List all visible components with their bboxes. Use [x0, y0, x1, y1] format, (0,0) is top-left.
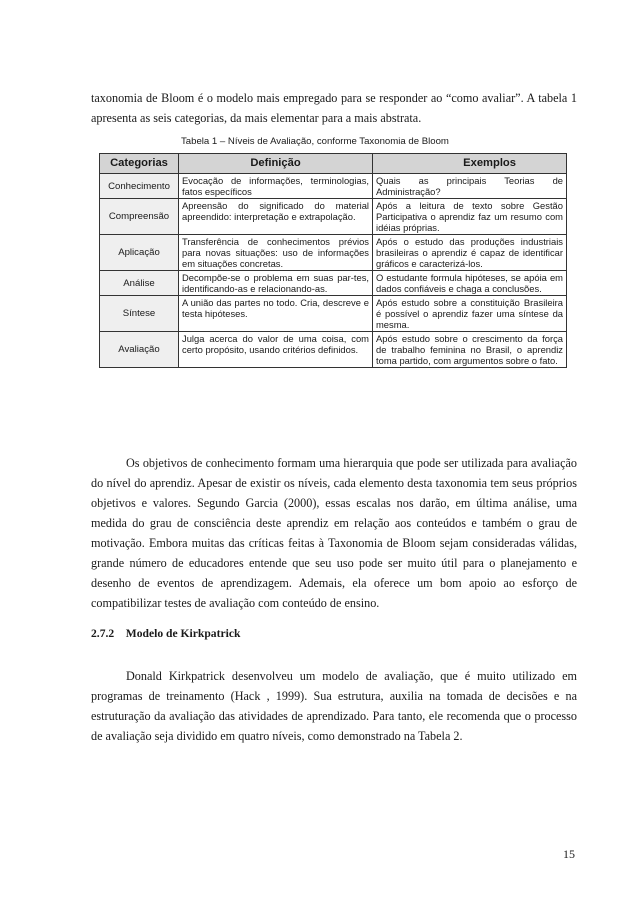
category-cell: Compreensão — [100, 199, 179, 235]
category-cell: Aplicação — [100, 235, 179, 271]
category-cell: Avaliação — [100, 332, 179, 368]
definition-cell: Transferência de conhecimentos prévios para novas situações: uso de informações em situações concretas. — [179, 235, 373, 271]
example-cell: Após a leitura de texto sobre Gestão Participativa o aprendiz faz um resumo com idéias próprias. — [373, 199, 567, 235]
table-header-row — [100, 154, 567, 174]
table-row — [100, 271, 567, 296]
section-number: 2.7.2 — [91, 627, 115, 640]
example-cell: Após estudo sobre a constituição Brasileira é possível o aprendiz fazer uma síntese da mesma. — [373, 296, 567, 332]
intro-paragraph: taxonomia de Bloom é o modelo mais empregado para se responder ao “como avaliar”. A tabela 1 apresenta as seis categorias, da mais elementar para a mais abstrata. — [91, 91, 577, 125]
definition-cell: Apreensão do significado do material apreendido: interpretação e extrapolação. — [179, 199, 373, 235]
definition-cell: Evocação de informações, terminologias, fatos específicos — [179, 174, 373, 199]
section-title: Modelo de Kirkpatrick — [125, 627, 241, 640]
section-heading — [91, 627, 240, 640]
category-cell: Conhecimento — [100, 174, 179, 199]
example-cell: Quais as principais Teorias de Administração? — [373, 174, 567, 199]
category-cell: Síntese — [100, 296, 179, 332]
example-cell: Após estudo sobre o crescimento da força de trabalho feminina no Brasil, o aprendiz toma partido, com argumentos sobre o fato. — [373, 332, 567, 368]
page-number: 15 — [563, 847, 575, 861]
table-row — [100, 235, 567, 271]
definition-cell: Julga acerca do valor de uma coisa, com certo propósito, usando critérios definidos. — [179, 332, 373, 368]
header-exemplos: Exemplos — [373, 154, 567, 174]
objectives-paragraph: Os objetivos de conhecimento formam uma hierarquia que pode ser utilizada para avaliação do nível do aprendiz. Apesar de existir os níveis, cada elemento desta taxonomia tem seus próprios objetivos e valores. Segundo Garcia (2000), essas escalas nos darão, em última análise, uma medida do grau de consciência deste aprendiz em relação aos conteúdos e também o grau de motivação. Embora muitas das críticas feitas à Taxonomia de Bloom sejam consideradas válidas, grande número de educadores entende que seu uso pode ser muito útil para o planejamento e desenho de eventos de aprendizagem. Ademais, ela oferece um bom apoio ao esforço de compatibilizar testes de avaliação com conteúdo de ensino. — [91, 456, 577, 610]
example-cell: Após o estudo das produções industriais brasileiras o aprendiz é capaz de identificar gráficos e caracterizá-los. — [373, 235, 567, 271]
header-categorias: Categorias — [100, 154, 179, 174]
category-cell: Análise — [100, 271, 179, 296]
example-cell: O estudante formula hipóteses, se apóia em dados confiáveis e chaga a conclusões. — [373, 271, 567, 296]
definition-cell: Decompõe-se o problema em suas par-tes, identificando-as e relacionando-as. — [179, 271, 373, 296]
header-definicao: Definição — [179, 154, 373, 174]
table-row — [100, 199, 567, 235]
bloom-taxonomy-table — [99, 153, 567, 368]
table-row — [100, 296, 567, 332]
table-caption: Tabela 1 – Níveis de Avaliação, conforme Taxonomia de Bloom — [181, 136, 449, 147]
table-row — [100, 332, 567, 368]
kirkpatrick-paragraph: Donald Kirkpatrick desenvolveu um modelo de avaliação, que é muito utilizado em programas de treinamento (Hack , 1999). Sua estrutura, auxilia na tomada de decisões e na estruturação da avaliação das atividades de aprendizado. Para tanto, ele recomenda que o processo de avaliação seja dividido em quatro níveis, como demonstrado na Tabela 2. — [91, 669, 577, 743]
definition-cell: A união das partes no todo. Cria, descreve e testa hipóteses. — [179, 296, 373, 332]
table-row — [100, 174, 567, 199]
